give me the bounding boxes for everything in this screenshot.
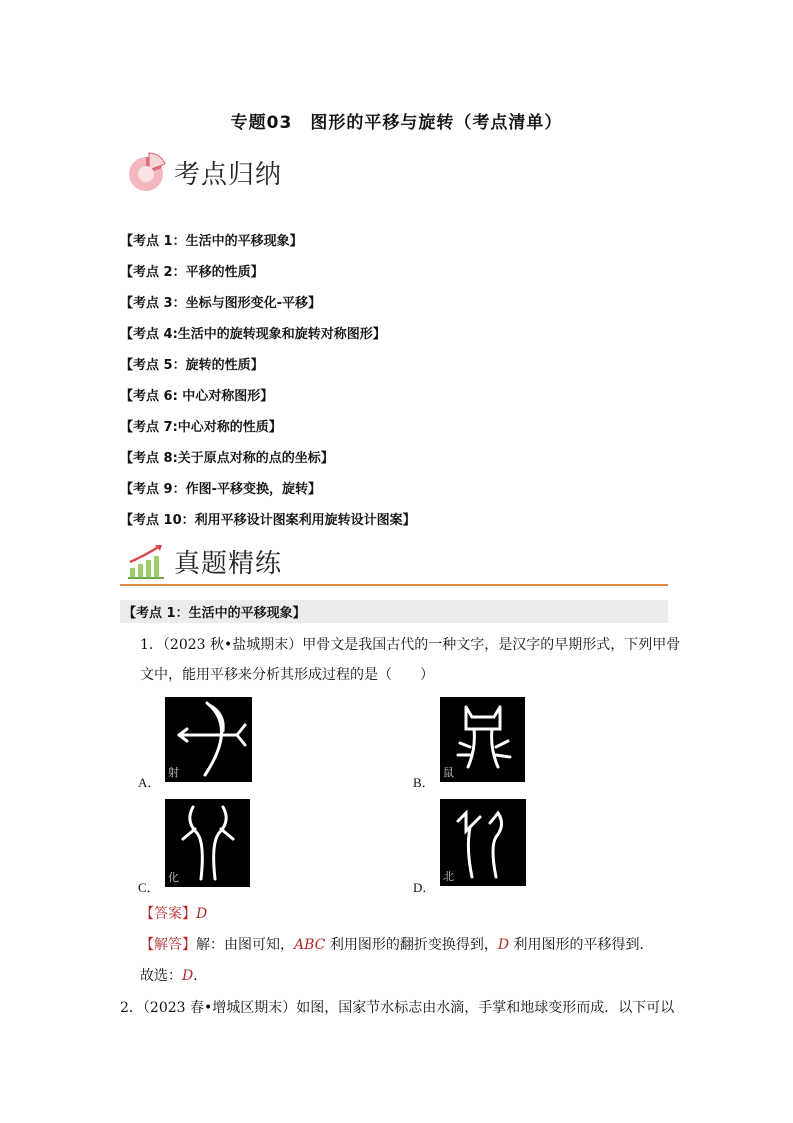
kaodian-item: 【考点 10：利用平移设计图案利用旋转设计图案】 <box>120 513 416 528</box>
choose-value: D <box>182 968 194 984</box>
answer-label: 【答案】 <box>140 906 196 922</box>
pie-chart-icon <box>126 150 168 194</box>
option-a-image <box>165 697 252 782</box>
answer-line <box>140 899 207 929</box>
answer-value: D <box>196 906 208 922</box>
glyph-caption: 鼠 <box>443 766 454 779</box>
analysis-text: 利用图形的平移得到． <box>509 937 654 953</box>
option-c-label: C． <box>138 880 160 895</box>
choose-line <box>140 961 207 991</box>
section-heading-summary <box>126 150 282 194</box>
analysis-text: 利用图形的翻折变换得到， <box>325 937 498 953</box>
section-heading-text: 真题精练 <box>174 548 283 579</box>
kaodian-item: 【考点 2：平移的性质】 <box>120 265 264 280</box>
analysis-line <box>140 930 654 960</box>
analysis-d: D <box>497 937 510 953</box>
kaodian-item: 【考点 3：坐标与图形变化-平移】 <box>120 296 321 311</box>
choose-prefix: 故选： <box>140 968 182 984</box>
kaodian-item: 【考点 8:关于原点对称的点的坐标】 <box>120 451 334 466</box>
option-b-label: B． <box>413 775 435 790</box>
glyph-caption: 化 <box>168 871 179 884</box>
choose-suffix: ． <box>193 968 208 984</box>
kaodian-tag: 【考点 1：生活中的平移现象】 <box>120 600 668 623</box>
question-1-line-2: 文中，能用平移来分析其形成过程的是（ ） <box>140 667 434 683</box>
option-d-label: D． <box>413 880 436 895</box>
page-title: 专题03 图形的平移与旋转（考点清单） <box>230 113 563 133</box>
kaodian-item: 【考点 7:中心对称的性质】 <box>120 420 282 435</box>
kaodian-item: 【考点 5：旋转的性质】 <box>120 358 264 373</box>
option-a-label: A． <box>138 775 161 790</box>
question-2-line-1: 2．（2023 春•增城区期末）如图，国家节水标志由水滴，手掌和地球变形而成．以下可以 <box>120 1000 675 1016</box>
analysis-text: 解：由图可知， <box>196 937 294 953</box>
section-heading-text: 考点归纳 <box>174 159 283 190</box>
option-b-image <box>440 697 525 782</box>
glyph-caption: 北 <box>443 870 454 883</box>
option-c-image <box>165 799 250 887</box>
glyph-caption: 射 <box>168 766 179 779</box>
growth-chart-icon <box>126 542 170 580</box>
section-divider <box>120 584 668 586</box>
analysis-label: 【解答】 <box>140 937 196 953</box>
kaodian-item: 【考点 1：生活中的平移现象】 <box>120 234 303 249</box>
option-d-image <box>440 799 526 886</box>
question-1-line-1: 1．（2023 秋•盐城期末）甲骨文是我国古代的一种文字，是汉字的早期形式，下列甲骨 <box>140 637 681 653</box>
kaodian-item: 【考点 6: 中心对称图形】 <box>120 389 274 404</box>
kaodian-item: 【考点 9：作图-平移变换，旋转】 <box>120 482 321 497</box>
kaodian-item: 【考点 4:生活中的旋转现象和旋转对称图形】 <box>120 327 386 342</box>
section-heading-exercises <box>126 542 282 580</box>
analysis-abc: ABC <box>294 937 326 953</box>
